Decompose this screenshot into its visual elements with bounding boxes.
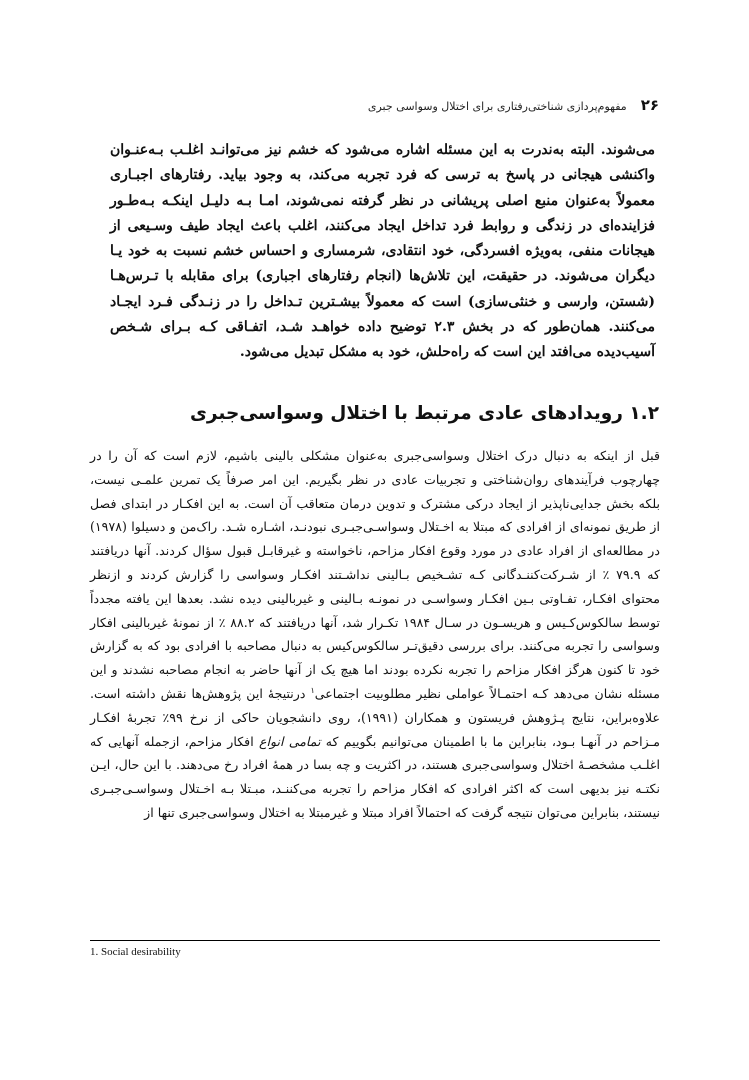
book-title: مفهوم‌پردازی شناختی‌رفتاری برای اختلال وسواسی جبری [367,100,627,113]
intro-text: می‌شوند. البته به‌ندرت به این مسئله اشاره می‌شود که خشم نیز می‌توانـد اغلـب بـه‌عنـوان واکنشی هیجانی در پاسخ به ترسی که فرد تجربه می‌کند، به وجود بیاید. رفتارهای اجبـاری معمولاً به‌عنوان منبع اصلی پریشانی در نظر گرفته نمی‌شوند، امـا بـه دلیـل اینکـه بـه‌طـور فزاینده‌ای در زندگی و روابط فرد تداخل ایجاد می‌کنند، اغلب باعث ایجاد طیف وسـیعی از هیجانات منفی، به‌ویژه افسردگی، خود انتقادی، شرمساری و احساس خشم نسبت به خود یـا دیگران می‌شوند. در حقیقت، این تلاش‌ها (انجام رفتارهای اجباری) برای مقابله با تـرس‌هـا (شستن، وارسی و خنثی‌سازی) است که معمولاً بیشـترین تـداخل را در زنـدگی فـرد ایجـاد می‌کنند. همان‌طور که در بخش ۲.۳ توضیح داده خواهـد شـد، اتفـاقی کـه بـرای شـخص آسیب‌دیده می‌افتد این است که راه‌حلش، خود به مشکل تبدیل می‌شود. [110,142,656,361]
footnote: 1. Social desirability [90,946,181,958]
body-text-part1: قبل از اینکه به دنبال درک اختلال وسواسی‌جبری به‌عنوان مشکلی بالینی باشیم، لازم است که آن را در چهارچوب فرآیندهای روان‌شناختی و تجربیات عادی در نظر بگیریم. این امر صرفاً یک تمرین علمـی نیست، بلکه بخش جدایی‌ناپذیر از ایجاد درکی مشترک و تدوین درمان متعاقب آن است. به این افکـار در ابتدای فصل از طریق نمونه‌ای از افرادی که مبتلا به اخـتلال وسواسـی‌جبـری نبودنـد، اشـاره شـد. راک‌من و دسیلوا (۱۹۷۸) در مطالعه‌ای از افراد عادی در مورد وقوع افکار مزاحم، ناخواسته و غیرقابـل قبول سؤال کردند. آنها دریافتند که ۷۹.۹ ٪ از شـرکت‌کننـدگانی کـه تشـخیص بـالینی نداشـتند افکـار وسواسی را گزارش کردند و ازنظر محتوای افکـار، تفـاوتی بـین افکـار وسواسـی در نمونـه بـالینی و غیربالینی دیده نشد. بعدها این یافته مجدداً توسط سالکوس‌کـیس و هریسـون در سـال ۱۹۸۴ تکـرار شد، آنها دریافتند که ۸۸.۲ ٪ از نمونهٔ غیربالینی افکار وسواسی را تجربه می‌کنند. برای بررسی دقیق‌تـر سالکوس‌کیس به دنبال مصاحبه با افرادی بود که به گزارش خود تا کنون هرگز افکار مزاحم را تجربه نکرده بودند اما هیچ یک از آنها حاضر به انجام مصاحبه نشدند و این مسئله نشان می‌دهد کـه احتمـالاً عواملی نظیر مطلوبیت اجتماعی [90,448,660,701]
intro-paragraph [110,138,655,366]
body-text-part3: افکار مزاحم، ازجمله آنهایی که اغلـب مشخصـهٔ اختلال وسواسی‌جبری هستند، در اکثریت و چه بسا در همهٔ افراد رخ می‌دهند. با این حال، ایـن نکتـه نیز بدیهی است که اکثر افرادی که افکار مزاحم را تجربه می‌کننـد، مبـتلا بـه اخـتلال وسواسـی‌جبـری نیستند، بنابراین می‌توان نتیجه گرفت که احتمالاً افراد مبتلا و غیرمبتلا به اختلال وسواسی‌جبری تنها از [90,733,660,820]
running-header [90,96,659,118]
body-paragraph [90,444,660,825]
section-heading: ۱.۲ رویدادهای عادی مرتبط با اختلال وسواسی‌جبری [189,403,659,424]
page-number: ۲۶ [640,96,659,114]
body-emphasis: تمامی انواع [258,733,321,749]
footnote-divider [90,940,660,941]
body-text-part2: درنتیجهٔ این پژوهش‌ها نقش داشته است. علاوه‌براین، نتایج پـژوهش فریستون و همکاران (۱۹۹۱)، روی دانشجویان حاکی از نرخ ۹۹٪ تجربهٔ افکـار مـزاحم در آنهـا بـود، بنابراین ما با اطمینان می‌توانیم بگوییم که [90,685,660,749]
footnote-reference: ۱ [310,685,315,695]
